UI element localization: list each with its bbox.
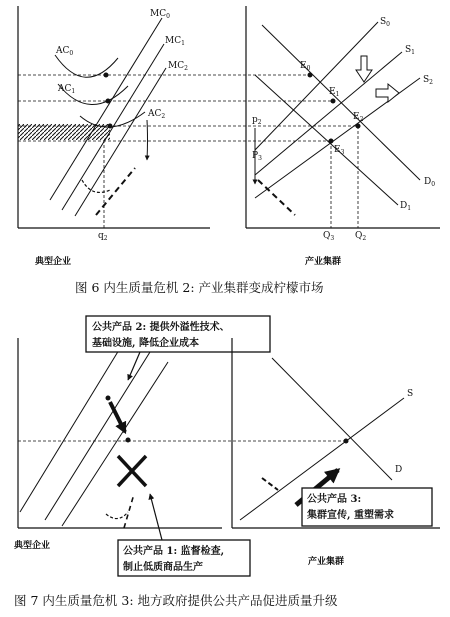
fig7-right-dashed-line [262, 478, 278, 490]
fig6-left-down-arrow [147, 120, 148, 160]
fig6-left-dashed-line [96, 168, 135, 215]
fig7-box1-line1: 公共产品 1: 监督检查, [123, 546, 225, 557]
fig7-right-panel [232, 338, 440, 567]
fig7-mc-line-0 [20, 345, 122, 512]
fig7-box3 [302, 488, 432, 526]
fig6-e2-label: $E_2$ [353, 112, 364, 123]
fig6-s1-line [255, 52, 402, 175]
fig6-mc2-label: $MC_2$ [168, 61, 188, 72]
fig6-mc0-label: $MC_0$ [150, 9, 170, 20]
fig6-s0-label: $S_0$ [380, 17, 390, 28]
fig7-box1-line2: 制止低质商品生产 [123, 562, 203, 573]
fig6-q3-label: $Q_3$ [323, 231, 335, 242]
fig7-box1-arrow [150, 494, 162, 540]
fig6-e3-label: $E_3$ [334, 145, 345, 156]
fig6-e2-dot [356, 124, 361, 129]
fig6-ac0-curve [55, 55, 118, 77]
fig7-box2 [86, 316, 270, 352]
fig6-q2-label: $q_2$ [98, 231, 108, 242]
fig7-box2-arrow [128, 352, 140, 380]
fig7-box3-line1: 公共产品 3: [307, 494, 362, 505]
fig7-left-dot-lower [126, 438, 131, 443]
fig7-left-dot-upper [106, 396, 111, 401]
fig7-left-dashed-line [124, 494, 134, 528]
fig6-e3-dot [329, 139, 334, 144]
fig6-s2-label: $S_2$ [423, 75, 433, 86]
fig7-right-dot [344, 439, 349, 444]
fig6-e0-label: $E_0$ [300, 61, 311, 72]
fig6-ac2-label: $AC_2$ [148, 109, 166, 120]
fig7-caption: 图 7 内生质量危机 3: 地方政府提供公共产品促进质量升级 [14, 593, 338, 608]
fig7-d-line [272, 358, 392, 480]
fig6-ac0-label: $AC_0$ [56, 46, 74, 57]
fig6-p3-label: $P_3$ [252, 151, 262, 162]
fig7-right-xlabel: 产业集群 [308, 557, 345, 567]
fig6-e1-dot [331, 99, 336, 104]
fig6-e1-label: $E_1$ [329, 87, 340, 98]
fig6-ac1-label: $AC_1$ [58, 84, 76, 95]
fig6-left-dot-0 [104, 73, 109, 78]
fig6-d1-label: $D_1$ [400, 201, 412, 212]
fig7-box2-line1: 公共产品 2: 提供外溢性技术、 [92, 322, 230, 333]
fig7-d-label: D [395, 465, 403, 475]
fig7-box2-line2: 基础设施, 降低企业成本 [92, 338, 199, 349]
fig6-right-xlabel: 产业集群 [305, 257, 342, 267]
fig7-left-dashed-curve [106, 512, 128, 519]
fig6-right-dashed-line [258, 180, 295, 215]
fig6-hollow-right-arrow [376, 84, 399, 102]
fig6-right-panel [246, 6, 440, 267]
fig7-s-label: S [407, 389, 414, 399]
fig7-left-panel [14, 338, 346, 551]
fig6-hollow-down-arrow [356, 56, 372, 82]
fig6-mc1-label: $MC_1$ [165, 36, 185, 47]
fig6-d0-label: $D_0$ [424, 177, 436, 188]
fig7-thick-arrow [110, 402, 125, 432]
fig6-s1-label: $S_1$ [405, 45, 415, 56]
fig7-box3-line2: 集群宣传, 重塑需求 [307, 510, 394, 521]
fig7-mc-line-1 [45, 352, 150, 520]
fig6-left-dot-1 [106, 99, 111, 104]
fig6-Q2-label: $Q_2$ [355, 231, 367, 242]
fig7-left-xlabel: 典型企业 [14, 541, 51, 551]
fig6-left-xlabel: 典型企业 [35, 257, 72, 267]
fig6-left-dot-2 [108, 124, 113, 129]
fig6-caption: 图 6 内生质量危机 2: 产业集群变成柠檬市场 [75, 280, 324, 295]
fig6-mc2-line [75, 68, 166, 216]
fig6-e0-dot [308, 73, 313, 78]
fig6-p2-label: $p_2$ [252, 115, 262, 126]
fig7-box1 [118, 540, 250, 576]
